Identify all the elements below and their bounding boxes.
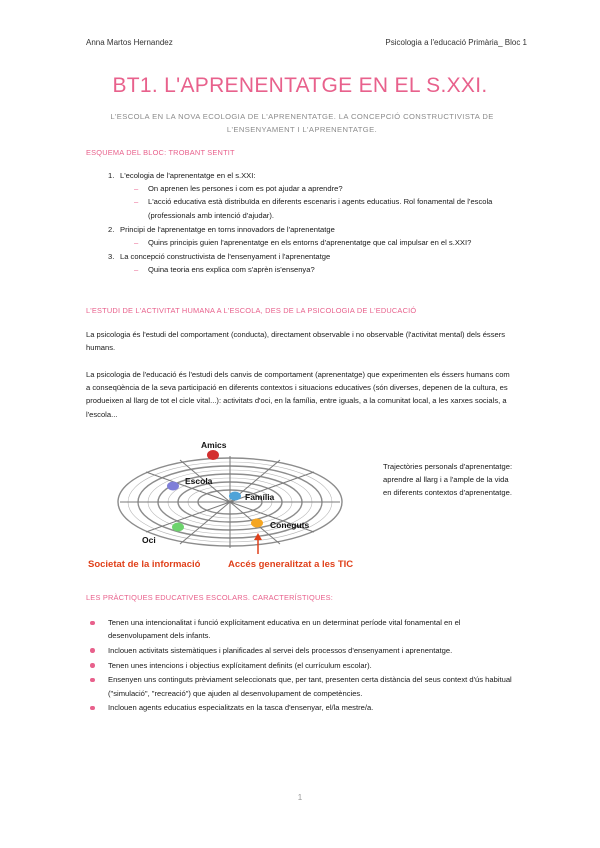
page-number: 1 xyxy=(297,793,303,802)
dash-icon: – xyxy=(134,265,139,275)
label-familia: Família xyxy=(245,492,275,502)
outline-item xyxy=(86,223,526,249)
learning-web-diagram xyxy=(80,430,380,580)
study-heading: L'ESTUDI DE L'ACTIVITAT HUMANA A L'ESCOLA, DES DE LA PSICOLOGIA DE L'EDUCACIÓ xyxy=(86,306,417,315)
node-oci xyxy=(172,523,184,532)
outline-subitem-text: On aprenen les persones i com es pot ajudar a aprendre? xyxy=(148,184,343,194)
dash-icon: – xyxy=(134,184,139,194)
study-paragraph-1: La psicologia és l'estudi del comportament (conducta), directament observable i no observable (l'activitat mental) dels éssers humans. xyxy=(86,330,506,353)
bullet-icon xyxy=(90,678,95,683)
label-coneguts: Coneguts xyxy=(270,520,310,530)
practices-heading: LES PRÀCTIQUES EDUCATIVES ESCOLARS. CARACTERÍSTIQUES: xyxy=(86,593,334,602)
outline-list xyxy=(86,169,526,278)
outline-item-text: L'ecologia de l'aprenentatge en el s.XXI: xyxy=(120,171,256,180)
outline-subitem-text: Quins principis guien l'aprenentatge en els entorns d'aprenentatge que cal impulsar en el s.XXI? xyxy=(148,238,472,248)
outline-item-number: 2. xyxy=(108,224,115,234)
label-societat: Societat de la informació xyxy=(88,559,201,570)
bullet-icon xyxy=(90,621,95,626)
header-author: Anna Martos Hernandez xyxy=(86,38,173,47)
node-coneguts xyxy=(251,519,263,528)
outline-subitem-text: Quina teoria ens explica com s'aprèn is'ensenya? xyxy=(148,265,315,275)
dash-icon: – xyxy=(134,197,139,207)
outline-item-number: 3. xyxy=(108,252,115,262)
list-item xyxy=(86,616,516,642)
outline-subitem xyxy=(86,236,526,249)
outline-subitem xyxy=(86,182,526,195)
outline-item xyxy=(86,250,526,276)
node-amics xyxy=(207,450,219,460)
outline-subitem-text: L'acció educativa està distribuïda en diferents escenaris i agents educatius. Rol fonamental de l'escola (professionals amb intenció d'ajudar). xyxy=(148,197,493,220)
figure-caption: Trajectòries personals d'aprenentatge: aprendre al llarg i a l'ample de la vida en diferents contextos d'aprenentatge. xyxy=(383,462,513,497)
bullet-icon xyxy=(90,663,95,668)
outline-item-number: 1. xyxy=(108,171,115,180)
list-item-text: Tenen unes intencions i objectius explícitament definits (el currículum escolar). xyxy=(108,660,372,670)
outline-item xyxy=(86,169,526,222)
outline-item-text: La concepció constructivista de l'ensenyament i l'aprenentatge xyxy=(120,252,331,262)
page-title: BT1. L'APRENENTATGE EN EL S.XXI. xyxy=(112,74,488,97)
practices-list xyxy=(86,616,516,716)
label-escola: Escola xyxy=(185,476,213,486)
label-acces-tic: Accés generalitzat a les TIC xyxy=(228,559,354,570)
list-item-text: Tenen una intencionalitat i funció explícitament educativa en un determinat període vital fonamental en el desenvolupament dels infants. xyxy=(108,618,461,641)
list-item xyxy=(86,659,516,672)
list-item xyxy=(86,673,516,699)
study-paragraph-2: La psicologia de l'educació és l'estudi dels canvis de comportament (aprenentatge) que experimenten els éssers humans com a conseqüència de la seva participació en diferents contextos i situacions educatives (són diverses, depenen de la cultura, es produeixen al llarg de tot el cicle vital...): activitats d'oci, en la família, entre iguals, a la comunitat local, a les xarxes socials, a l'escola... xyxy=(86,370,510,419)
list-item-text: Inclouen agents educatius especialitzats en la tasca d'ensenyar, el/la mestre/a. xyxy=(108,703,374,713)
node-familia xyxy=(229,492,241,501)
list-item xyxy=(86,644,516,657)
outline-subitem xyxy=(86,263,526,276)
bullet-icon xyxy=(90,648,95,653)
bullet-icon xyxy=(90,706,95,711)
outline-heading: ESQUEMA DEL BLOC: TROBANT SENTIT xyxy=(86,148,235,157)
label-oci: Oci xyxy=(142,535,156,545)
node-escola xyxy=(167,482,179,491)
list-item xyxy=(86,701,516,714)
outline-item-text: Principi de l'aprenentatge en torns innovadors de l'aprenentatge xyxy=(120,224,335,234)
header-course: Psicologia a l'educació Primària_ Bloc 1 xyxy=(385,38,527,47)
list-item-text: Inclouen activitats sistemàtiques i planificades al servei dels processos d'ensenyament i aprenentatge. xyxy=(108,645,453,655)
outline-subitem xyxy=(86,195,526,221)
dash-icon: – xyxy=(134,238,139,248)
page-subtitle: L'ESCOLA EN LA NOVA ECOLOGIA DE L'APRENENTATGE. LA CONCEPCIÓ CONSTRUCTIVISTA DE L'ENSENYAMENT I L'APRENENTATGE. xyxy=(110,112,494,134)
list-item-text: Ensenyen uns continguts prèviament seleccionats que, per tant, presenten certa distància del seus context d'ús habitual ("simulació", "recreació") que ajuden al desenvolupament de competències. xyxy=(108,675,512,698)
label-amics: Amics xyxy=(201,440,227,450)
